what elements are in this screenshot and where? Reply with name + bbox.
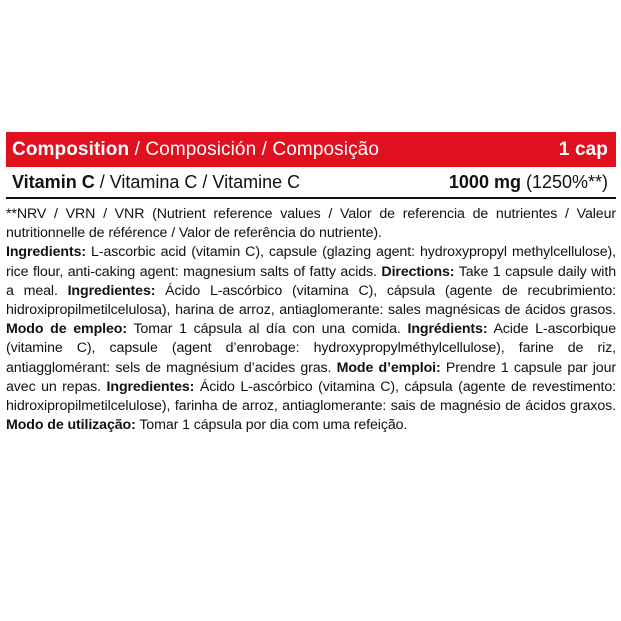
es-ingredients-label: Ingredientes: — [67, 282, 156, 299]
serving-size: 1 cap — [558, 138, 608, 160]
composition-title: Composition / Composición / Composição — [12, 138, 380, 160]
ingredients-directions: Ingredients: L-ascorbic acid (vitamin C), capsule (glazing agent: hydroxypropyl methylcellulose), rice flour, anti-caking agent: magnesium salts of fatty acids. Directions: Take 1 capsule daily with a meal. Ingredientes: Ácido L-ascórbico (vitamina C), cápsula (agente de recubrimiento: hidroxipropilmetilcelulosa), harina de arroz, antiaglomerante: sales magnésicas de ácidos grasos. Modo de empleo: Tomar 1 cápsula al día con una comida. Ingrédients: Acide L-ascorbique (vitamine C), capsule (agent d’enrobage: hydroxypropylméthylcellulose), farine de riz, antiagglomérant: sels de magnésium d’acides gras. Mode d’emploi: Prendre 1 capsule par jour avec un repas. Ingredientes: Ácido L-ascórbico (vitamina C), cápsula (agente de revestimento: hidroxipropilmetilcelulose), farinha de arroz, antiaglomerante: sais de magnésio de ácidos graxos. Modo de utilização: Tomar 1 cápsula por dia com uma refeição. — [6, 244, 617, 434]
nutrient-amount: 1000 mg (1250%**) — [448, 171, 608, 192]
composition-header — [6, 132, 616, 167]
nutrient-row-vitamin-c — [6, 167, 616, 199]
fr-directions-label: Mode d’emploi: — [336, 359, 441, 376]
fr-ingredients-label: Ingrédients: — [407, 321, 488, 338]
en-ingredients-label: Ingredients: — [6, 244, 86, 261]
nutrient-name: Vitamin C / Vitamina C / Vitamine C — [12, 171, 301, 192]
en-directions-label: Directions: — [381, 263, 455, 280]
pt-directions-label: Modo de utilização: — [6, 417, 136, 434]
es-directions-label: Modo de empleo: — [6, 321, 127, 338]
pt-ingredients-label: Ingredientes: — [106, 378, 195, 395]
label-notes — [6, 199, 616, 435]
nrv-footnote: **NRV / VRN / VNR (Nutrient reference values / Valor de referencia de nutrientes / Valeur nutritionnelle de référence / Valor de referência do nutriente). — [6, 206, 616, 242]
supplement-facts-label — [6, 132, 616, 435]
